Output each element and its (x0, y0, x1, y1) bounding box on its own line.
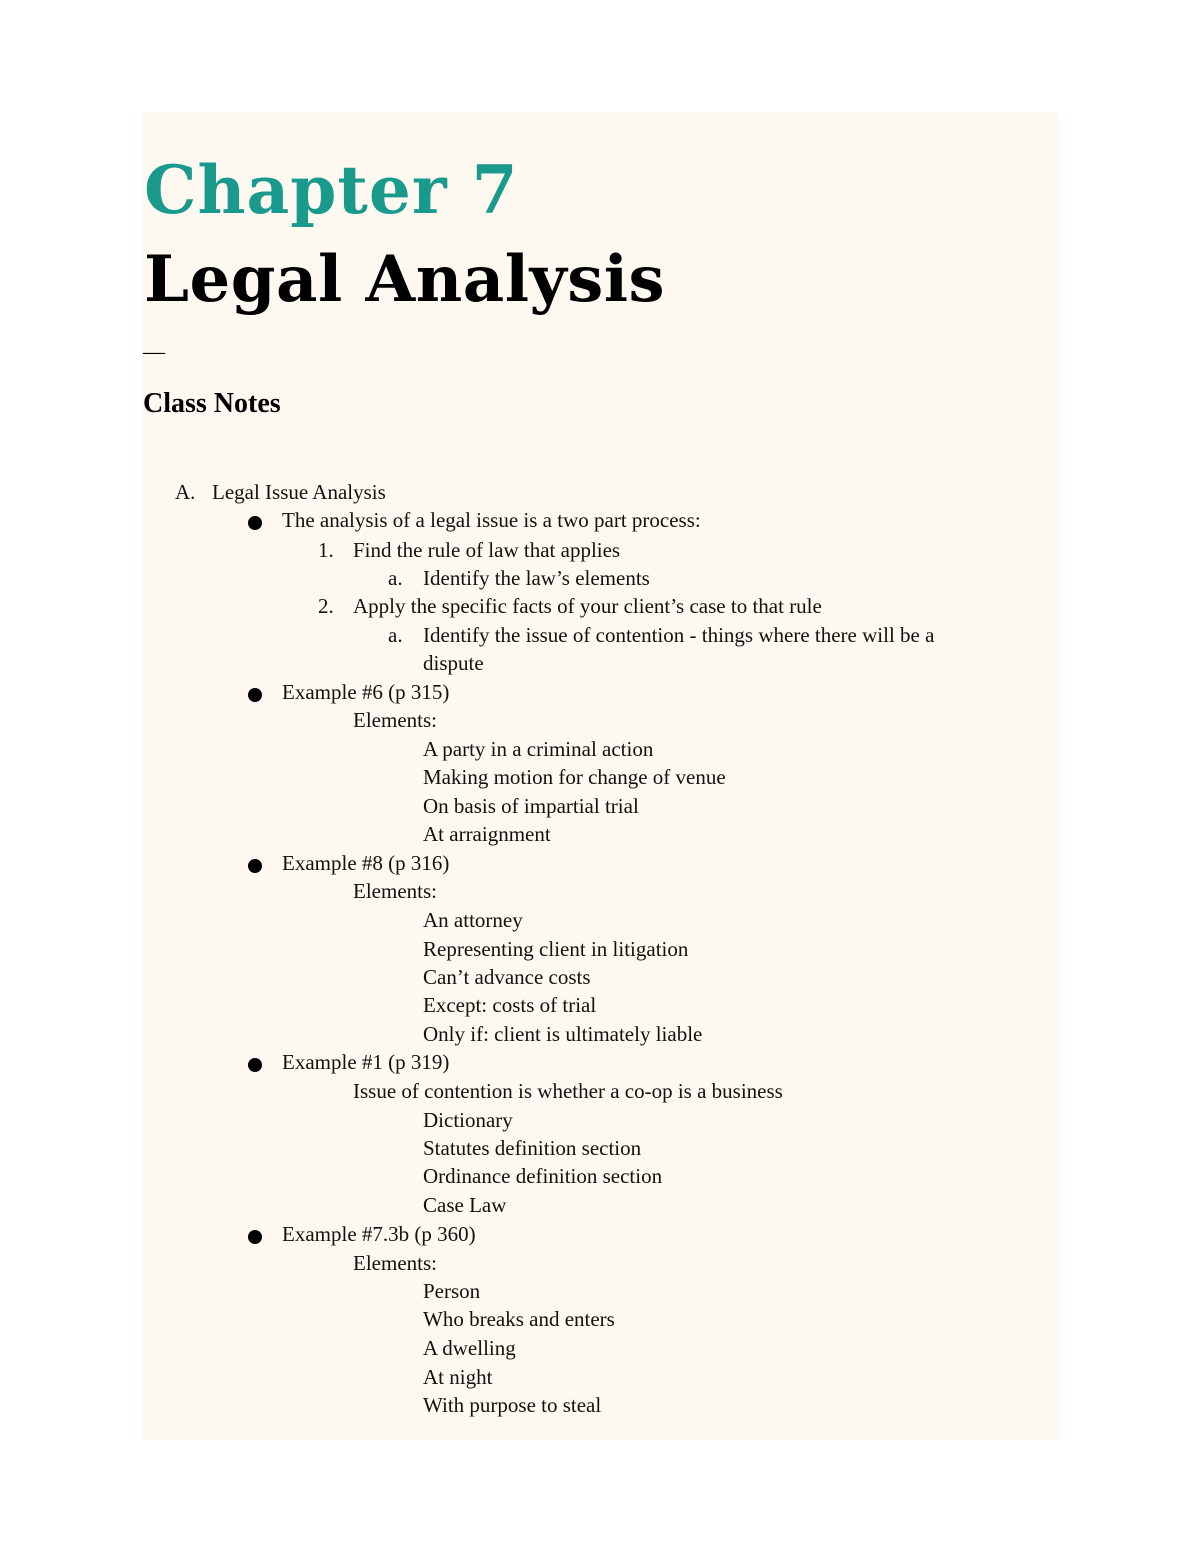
outline-marker: 2. (318, 594, 334, 618)
source-item: Dictionary (423, 1108, 513, 1132)
outline-text: Find the rule of law that applies (353, 538, 621, 562)
lettered-item-2a (388, 621, 934, 649)
bullet-icon (248, 688, 262, 702)
outline-text: Legal Issue Analysis (212, 480, 386, 504)
example-7-3b-heading: Example #7.3b (p 360) (282, 1222, 476, 1246)
source-item: Case Law (423, 1193, 507, 1217)
example-8-label: Elements: (353, 879, 437, 903)
element-item: Making motion for change of venue (423, 765, 726, 789)
element-item: With purpose to steal (423, 1393, 602, 1417)
outline-marker: A. (175, 480, 196, 504)
element-item: On basis of impartial trial (423, 794, 639, 818)
example-6-heading: Example #6 (p 315) (282, 680, 450, 704)
source-item: Statutes definition section (423, 1136, 642, 1160)
outline-item-a (175, 478, 386, 506)
example-1-heading: Example #1 (p 319) (282, 1050, 450, 1074)
title-separator: __ (143, 331, 165, 356)
lettered-item-2a-continued: dispute (423, 651, 484, 675)
document-title: Legal Analysis (144, 242, 666, 317)
example-1-label: Issue of contention is whether a co-op is a business (353, 1079, 783, 1103)
element-item: A dwelling (423, 1336, 516, 1360)
element-item: At arraignment (423, 822, 551, 846)
element-item: An attorney (423, 908, 523, 932)
element-item: At night (423, 1365, 493, 1389)
element-item: Can’t advance costs (423, 965, 591, 989)
element-item: Representing client in litigation (423, 937, 689, 961)
outline-marker: a. (388, 623, 403, 647)
bullet-icon (248, 859, 262, 873)
example-6-label: Elements: (353, 708, 437, 732)
lettered-item-1a (388, 564, 650, 592)
element-item: Who breaks and enters (423, 1307, 615, 1331)
bullet-icon (248, 1058, 262, 1072)
bullet-item-process: The analysis of a legal issue is a two part process: (282, 508, 701, 532)
numbered-item-2 (318, 592, 822, 620)
bullet-icon (248, 516, 262, 530)
bullet-icon (248, 1230, 262, 1244)
section-heading: Class Notes (143, 388, 281, 419)
outline-marker: 1. (318, 538, 334, 562)
example-7-3b-label: Elements: (353, 1251, 437, 1275)
element-item: Except: costs of trial (423, 993, 597, 1017)
outline-marker: a. (388, 566, 403, 590)
element-item: Only if: client is ultimately liable (423, 1022, 703, 1046)
element-item: Person (423, 1279, 481, 1303)
chapter-title: Chapter 7 (144, 151, 519, 229)
example-8-heading: Example #8 (p 316) (282, 851, 450, 875)
outline-text: Apply the specific facts of your client’s case to that rule (353, 594, 822, 618)
outline-text: Identify the issue of contention - things where there will be a (423, 623, 935, 647)
element-item: A party in a criminal action (423, 737, 654, 761)
source-item: Ordinance definition section (423, 1164, 663, 1188)
numbered-item-1 (318, 536, 620, 564)
outline-text: Identify the law’s elements (423, 566, 650, 590)
